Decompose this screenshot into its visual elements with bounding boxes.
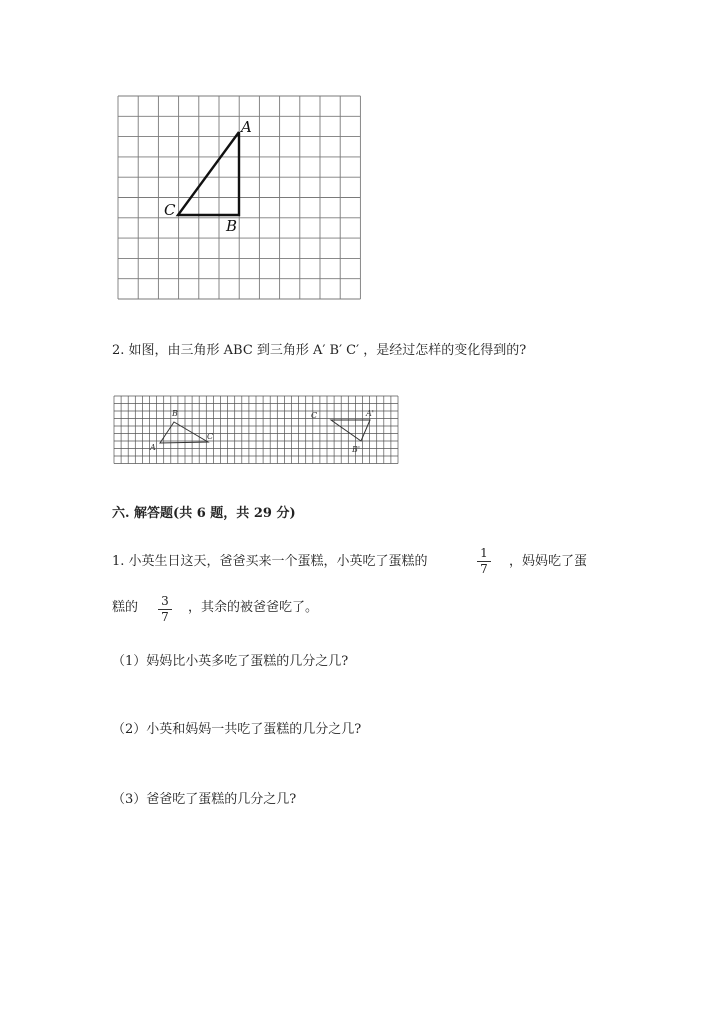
fraction-2-denominator: 7 (161, 610, 169, 624)
triangle-abc-prime (331, 420, 370, 441)
sub-question-1: （1）妈妈比小英多吃了蛋糕的几分之几? (112, 654, 349, 669)
fraction-one-seventh (477, 547, 491, 576)
problem-1-line-2-before: 糕的 (112, 600, 139, 615)
label2-b-prime: B' (352, 445, 361, 454)
label-b: B (226, 217, 238, 235)
section-6-heading: 六. 解答题(共 6 题，共 29 分) (112, 506, 296, 521)
fraction-1-denominator: 7 (480, 562, 488, 576)
label2-c-prime: C (311, 411, 318, 420)
sub-question-2: （2）小英和妈妈一共吃了蛋糕的几分之几? (112, 722, 362, 737)
question-2-text: 2. 如图，由三角形 ABC 到三角形 A′ B′ C′ ，是经过怎样的变化得到的? (112, 343, 527, 358)
triangle-abc (178, 132, 239, 215)
label-a: A (241, 118, 252, 136)
fraction-three-sevenths (158, 595, 172, 624)
fraction-1-numerator: 1 (480, 546, 488, 560)
problem-1-line-1-before: 1. 小英生日这天，爸爸买来一个蛋糕，小英吃了蛋糕的 (112, 554, 428, 569)
fraction-2-numerator: 3 (161, 594, 169, 608)
label2-c: C (207, 432, 214, 441)
sub-question-3: （3）爸爸吃了蛋糕的几分之几? (112, 792, 297, 807)
label2-b: B (172, 409, 178, 418)
problem-1-line-1-after: ，妈妈吃了蛋 (509, 554, 588, 569)
label-c: C (164, 201, 176, 219)
label2-a: A (150, 443, 156, 452)
triangle-abc-small (160, 422, 208, 443)
problem-1-line-2-after: ，其余的被爸爸吃了。 (188, 600, 319, 615)
figure-1-grid (112, 92, 364, 302)
label2-a-prime: A' (366, 409, 374, 418)
figure-2-grid (112, 394, 404, 466)
